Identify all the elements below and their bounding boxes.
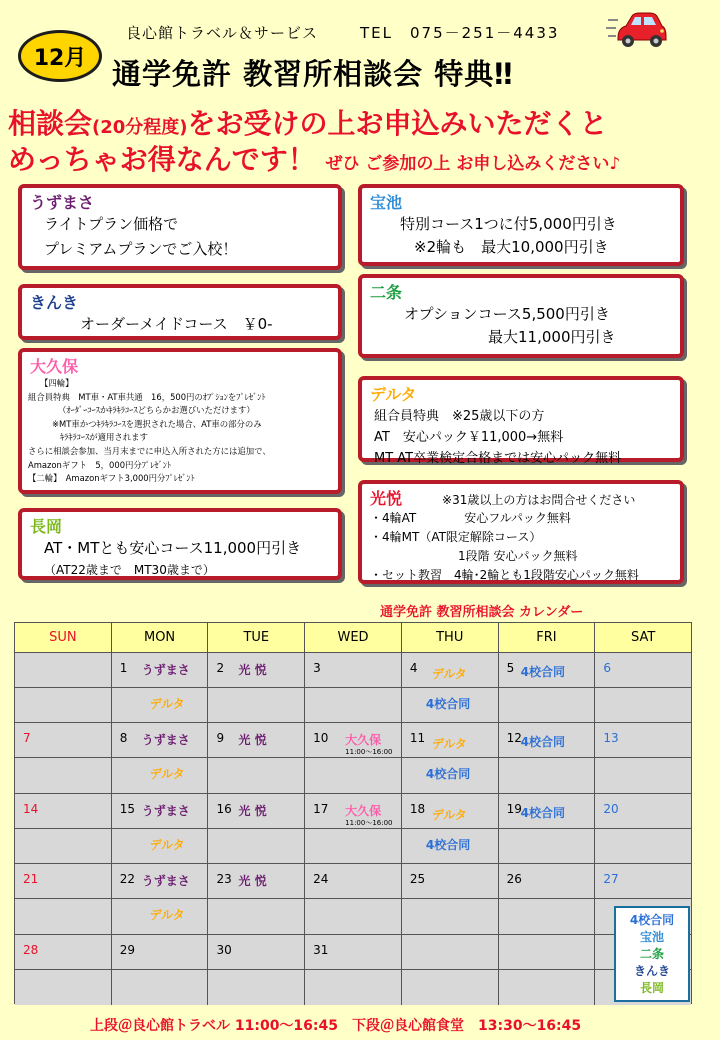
school-box-delta <box>358 376 684 466</box>
offer-line: ※2輪も 最大10,000円引き <box>414 238 609 256</box>
school-box-nagaoka <box>18 508 342 580</box>
day-number: 18 <box>409 801 426 816</box>
school-box-takaraike <box>358 184 684 266</box>
calendar-day-cell <box>402 723 499 793</box>
day-number: 9 <box>216 731 225 746</box>
cell-divider <box>499 687 595 688</box>
cell-divider <box>499 969 595 970</box>
headline-consult: 相談会 <box>8 107 93 140</box>
cell-divider <box>595 898 691 899</box>
offer-line: 組合員特典 ※25歳以下の方 <box>374 409 545 424</box>
cell-divider <box>15 687 111 688</box>
day-number: 2 <box>216 661 225 675</box>
event-label: デルタ <box>149 767 185 782</box>
event-time: 11:00～16:00 <box>345 748 393 757</box>
calendar-day-cell <box>305 935 402 1005</box>
cell-divider <box>305 828 401 829</box>
event-label: 4校合同 <box>425 837 471 852</box>
day-header: TUE <box>208 623 305 653</box>
day-number: 8 <box>119 731 128 746</box>
calendar-day-cell <box>402 653 499 723</box>
offer-line: オプションコース5,500円引き <box>404 305 610 323</box>
school-name: きんき <box>30 293 79 312</box>
cell-divider <box>15 828 111 829</box>
cell-divider <box>305 757 401 758</box>
offer-line: ・セット教習 4輪･2輪とも1段階安心パック無料 <box>370 568 639 582</box>
cell-divider <box>402 757 498 758</box>
offer-line: ｷﾗｷﾗｺｰｽが適用されます <box>60 432 148 443</box>
event-label: デルタ <box>431 807 467 822</box>
calendar-day-cell <box>595 723 691 793</box>
day-number: 20 <box>603 801 619 816</box>
calendar-legend <box>614 906 690 1002</box>
day-number: 23 <box>216 872 232 887</box>
calendar-week <box>15 723 691 793</box>
day-header: MON <box>112 623 209 653</box>
offer-line: 【四輪】 <box>40 378 74 388</box>
offer-line: 1段階 安心パック無料 <box>458 549 578 563</box>
cell-divider <box>499 828 595 829</box>
event-label: 4校合同 <box>520 665 565 679</box>
event-label: 光 悦 <box>238 663 267 677</box>
day-header: WED <box>305 623 402 653</box>
day-number: 3 <box>313 661 321 675</box>
event-label: うずまさ <box>141 803 190 818</box>
offer-line: 最大11,000円引き <box>488 328 616 346</box>
calendar-title: 通学免許 教習所相談会 カレンダー <box>380 605 584 620</box>
cell-divider <box>112 757 208 758</box>
calendar-day-cell <box>402 935 499 1005</box>
cell-divider <box>402 898 498 899</box>
calendar-week <box>15 653 691 723</box>
school-name: 長岡 <box>30 517 63 536</box>
day-number: 22 <box>119 872 135 887</box>
company-name: 良心館トラベル＆サービス <box>126 24 319 42</box>
event-label: デルタ <box>149 837 185 852</box>
calendar-day-cell <box>305 653 402 723</box>
day-header: SAT <box>595 623 691 653</box>
event-label: デルタ <box>431 667 467 681</box>
school-box-nijo <box>358 274 684 358</box>
headline-deal: めっちゃお得なんです！ <box>8 143 316 176</box>
event-label: 光 悦 <box>238 733 267 748</box>
cell-divider <box>112 898 208 899</box>
cell-divider <box>15 757 111 758</box>
headline-invite: ぜひ ご参加の上 お申し込みください♪ <box>325 154 621 174</box>
calendar-day-cell <box>499 794 596 864</box>
cell-divider <box>208 757 304 758</box>
calendar-day-cell <box>499 864 596 934</box>
calendar-day-cell <box>402 864 499 934</box>
calendar-day-cell <box>499 723 596 793</box>
event-label: 大久保 <box>345 803 382 818</box>
calendar-day-cell <box>305 723 402 793</box>
event-label: うずまさ <box>141 663 190 677</box>
cell-divider <box>112 828 208 829</box>
cell-divider <box>402 969 498 970</box>
offer-line: （ｵｰﾀﾞｰｺｰｽかｷﾗｷﾗｺｰｽどちらかお選びいただけます） <box>58 405 255 416</box>
event-label: 光 悦 <box>238 803 267 818</box>
school-name: 光悦 <box>370 489 403 508</box>
cell-divider <box>208 969 304 970</box>
event-label: デルタ <box>431 737 467 752</box>
day-number: 25 <box>409 872 426 887</box>
cell-divider <box>15 898 111 899</box>
calendar-day-cell <box>402 794 499 864</box>
day-number: 21 <box>23 872 39 887</box>
day-number: 28 <box>23 942 39 957</box>
school-name: 大久保 <box>30 357 79 376</box>
event-label: 4校合同 <box>425 767 471 782</box>
day-number: 11 <box>409 731 426 746</box>
offer-line: 【二輪】 Amazonギフト3,000円分ﾌﾟﾚｾﾞﾝﾄ <box>28 473 195 484</box>
age-note: ※31歳以上の方はお問合せください <box>442 493 636 507</box>
phone-number: TEL 075－251－4433 <box>360 24 560 42</box>
calendar-day-cell <box>595 653 691 723</box>
headline-line1 <box>8 102 608 142</box>
school-box-kosetsu <box>358 480 684 584</box>
calendar-day-cell <box>112 864 209 934</box>
calendar-day-cell <box>208 935 305 1005</box>
day-number: 10 <box>313 731 329 746</box>
calendar <box>14 622 692 1004</box>
calendar-day-cell <box>15 864 112 934</box>
event-label: うずまさ <box>141 733 190 748</box>
event-label: デルタ <box>149 908 185 923</box>
day-number: 19 <box>506 801 522 816</box>
event-label: 光 悦 <box>238 874 267 889</box>
month-badge: 12月 <box>18 30 102 82</box>
calendar-week <box>15 935 691 1005</box>
cell-divider <box>499 757 595 758</box>
day-number: 5 <box>506 661 515 675</box>
cell-divider <box>112 687 208 688</box>
calendar-day-cell <box>112 935 209 1005</box>
school-name: 宝池 <box>370 193 403 212</box>
school-name: 二条 <box>370 283 403 302</box>
school-name: うずまさ <box>30 193 95 212</box>
calendar-day-cell <box>499 653 596 723</box>
day-number: 4 <box>409 661 418 675</box>
event-label: デルタ <box>149 697 185 711</box>
day-number: 1 <box>119 661 128 675</box>
cell-divider <box>305 898 401 899</box>
legend-item: 二条 <box>639 946 664 961</box>
cell-divider <box>208 687 304 688</box>
day-number: 14 <box>23 801 39 816</box>
day-number: 24 <box>313 872 329 887</box>
legend-item: きんき <box>633 963 670 978</box>
headline-duration: (20分程度) <box>92 117 188 138</box>
cell-divider <box>15 969 111 970</box>
event-label: 4校合同 <box>425 697 471 711</box>
legend-item: 長岡 <box>639 980 664 995</box>
day-number: 6 <box>603 661 611 675</box>
calendar-day-cell <box>112 653 209 723</box>
calendar-day-cell <box>499 935 596 1005</box>
cell-divider <box>112 969 208 970</box>
cell-divider <box>208 828 304 829</box>
footer-schedule: 上段＠良心館トラベル 11:00～16:45 下段＠良心館食堂 13:30～16:45 <box>90 1018 582 1034</box>
calendar-week <box>15 794 691 864</box>
offer-line: AT 安心パック￥11,000→無料 <box>374 430 564 445</box>
cell-divider <box>402 828 498 829</box>
main-title: 通学免許 教習所相談会 特典‼ <box>112 57 514 91</box>
day-number: 26 <box>506 872 522 887</box>
calendar-week <box>15 864 691 934</box>
offer-line: AT・MTとも安心コース11,000円引き <box>44 539 302 557</box>
cell-divider <box>595 757 691 758</box>
calendar-day-cell <box>208 794 305 864</box>
day-number: 16 <box>216 801 232 816</box>
offer-line: （AT22歳まで MT30歳まで） <box>44 563 215 577</box>
day-number: 15 <box>119 801 135 816</box>
calendar-day-cell <box>595 794 691 864</box>
offer-line: プレミアムプランでご入校！ <box>44 240 238 258</box>
school-name: デルタ <box>370 385 417 404</box>
cell-divider <box>305 969 401 970</box>
calendar-day-cell <box>15 794 112 864</box>
day-header: SUN <box>15 623 112 653</box>
day-number: 13 <box>603 731 619 746</box>
legend-item: 宝池 <box>639 929 664 944</box>
headline-line2 <box>8 138 620 178</box>
day-number: 30 <box>216 942 232 957</box>
day-number: 12 <box>506 731 522 746</box>
day-header: FRI <box>499 623 596 653</box>
offer-line: 特別コース1つに付5,000円引き <box>400 215 617 233</box>
calendar-day-cell <box>15 935 112 1005</box>
offer-line: Amazonギフト 5，000円分ﾌﾟﾚｾﾞﾝﾄ <box>28 459 172 470</box>
offer-line: ライトプラン価格で <box>44 215 179 233</box>
calendar-day-cell <box>15 723 112 793</box>
school-box-uzumasa <box>18 184 342 270</box>
day-number: 17 <box>313 801 329 816</box>
calendar-header <box>15 623 691 653</box>
offer-line: さらに相談会参加、当月末までに申込入所された方には追加で、 <box>28 445 271 456</box>
calendar-day-cell <box>112 794 209 864</box>
cell-divider <box>208 898 304 899</box>
day-number: 29 <box>119 942 135 957</box>
offer-line: オーダーメイドコース ￥0- <box>80 315 273 333</box>
event-time: 11:00～16:00 <box>345 818 393 827</box>
calendar-day-cell <box>208 723 305 793</box>
cell-divider <box>499 898 595 899</box>
event-label: うずまさ <box>141 874 190 889</box>
calendar-body <box>15 653 691 1005</box>
offer-line: ※MT車かつｷﾗｷﾗｺｰｽを選択された場合、AT車の部分のみ <box>52 418 262 429</box>
calendar-day-cell <box>208 864 305 934</box>
school-box-okubo <box>18 348 342 494</box>
cell-divider <box>595 687 691 688</box>
day-number: 31 <box>313 942 329 957</box>
legend-item: 4校合同 <box>629 912 675 927</box>
calendar-day-cell <box>15 653 112 723</box>
car-icon <box>604 6 668 52</box>
day-number: 27 <box>603 872 619 887</box>
headline-rest: をお受けの上お申込みいただくと <box>187 107 608 140</box>
school-box-kinki <box>18 284 342 340</box>
event-label: 4校合同 <box>520 735 565 750</box>
offer-line: MT AT卒業検定合格までは安心パック無料 <box>374 451 622 466</box>
cell-divider <box>595 828 691 829</box>
calendar-day-cell <box>208 653 305 723</box>
offer-line: ・4輪MT（AT限定解除コース） <box>370 530 542 544</box>
day-number: 7 <box>23 731 31 746</box>
offer-line: ・4輪AT 安心フルパック無料 <box>370 511 571 525</box>
calendar-day-cell <box>112 723 209 793</box>
offer-line: 組合員特典 MT車・AT車共通 16，500円のｵﾌﾟｼｮﾝをﾌﾟﾚｾﾞﾝﾄ <box>28 391 266 402</box>
day-header: THU <box>402 623 499 653</box>
cell-divider <box>402 687 498 688</box>
cell-divider <box>305 687 401 688</box>
calendar-day-cell <box>305 864 402 934</box>
event-label: 大久保 <box>345 733 382 748</box>
calendar-day-cell <box>305 794 402 864</box>
event-label: 4校合同 <box>520 805 565 820</box>
